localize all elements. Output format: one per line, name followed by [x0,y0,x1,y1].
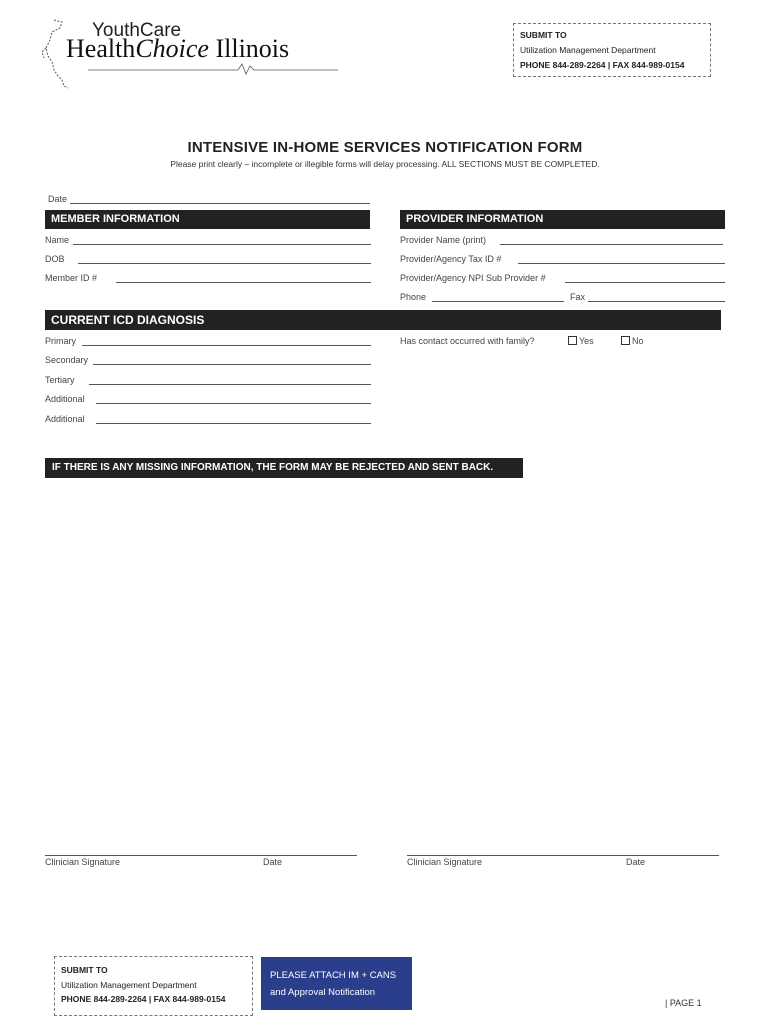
icd-additional-1-label: Additional [45,394,85,404]
left-signature-label: Clinician Signature [45,857,121,867]
right-signature-label: Clinician Signature [407,857,483,867]
member-info-header: MEMBER INFORMATION [45,210,370,229]
attach-line-2: and Approval Notification [270,987,376,998]
provider-name-label: Provider Name (print) [400,235,487,245]
attach-notice [261,957,412,1010]
no-option[interactable]: No [621,336,644,346]
attach-line-1: PLEASE ATTACH IM + CANS [270,970,397,981]
provider-fax-field[interactable] [588,301,725,302]
missing-info-warning: IF THERE IS ANY MISSING INFORMATION, THE FORM MAY BE REJECTED AND SENT BACK. [45,458,523,478]
submit-to-box-bottom [54,956,253,1016]
provider-phone-label: Phone [400,292,427,302]
submit-bottom-contact: PHONE 844-289-2264 | FAX 844-989-0154 [61,994,226,1004]
date-label: Date [48,194,68,204]
icd-additional-2-field[interactable] [96,423,371,424]
submit-label: SUBMIT TO [520,30,567,40]
page-number: | PAGE 1 [665,998,702,1008]
icd-secondary-label: Secondary [45,355,89,365]
submit-contact: PHONE 844-289-2264 | FAX 844-989-0154 [520,60,685,70]
member-dob-label: DOB [45,254,65,264]
form-title: INTENSIVE IN-HOME SERVICES NOTIFICATION FORM [187,139,583,156]
logo-healthchoice: HealthChoice Illinois [66,34,290,63]
member-name-field[interactable] [73,244,371,245]
left-signature-line[interactable] [45,855,357,856]
right-date-label: Date [626,857,646,867]
submit-bottom-label: SUBMIT TO [61,965,108,975]
icd-additional-2-label: Additional [45,414,85,424]
logo-youthcare: YouthCare [92,20,182,41]
provider-phone-field[interactable] [432,301,564,302]
yes-checkbox[interactable] [568,336,577,345]
member-id-field[interactable] [116,282,371,283]
icd-primary-field[interactable] [82,345,371,346]
no-checkbox[interactable] [621,336,630,345]
provider-npi-label: Provider/Agency NPI Sub Provider # [400,273,546,283]
icd-primary-label: Primary [45,336,76,346]
submit-to-box-top [513,23,711,77]
member-id-label: Member ID # [45,273,98,283]
form-subtitle: Please print clearly – incomplete or illegible forms will delay processing. ALL SECTIONS MUST BE COMPLETED. [170,159,600,169]
heartbeat-line-icon [88,62,338,76]
member-name-label: Name [45,235,70,245]
submit-bottom-dept: Utilization Management Department [61,980,197,990]
icd-tertiary-field[interactable] [89,384,371,385]
provider-tax-id-field[interactable] [518,263,725,264]
provider-info-header: PROVIDER INFORMATION [400,210,725,229]
date-field[interactable] [70,203,370,204]
provider-tax-id-label: Provider/Agency Tax ID # [400,254,502,264]
yes-option[interactable]: Yes [568,336,594,346]
family-contact-question: Has contact occurred with family? [400,336,535,346]
member-dob-field[interactable] [78,263,371,264]
left-date-label: Date [263,857,283,867]
right-signature-line[interactable] [407,855,719,856]
icd-diagnosis-header: CURRENT ICD DIAGNOSIS [45,310,721,330]
submit-dept: Utilization Management Department [520,45,656,55]
provider-name-field[interactable] [500,244,723,245]
provider-npi-field[interactable] [565,282,725,283]
icd-secondary-field[interactable] [93,364,371,365]
provider-fax-label: Fax [570,292,586,302]
icd-tertiary-label: Tertiary [45,375,75,385]
icd-additional-1-field[interactable] [96,403,371,404]
